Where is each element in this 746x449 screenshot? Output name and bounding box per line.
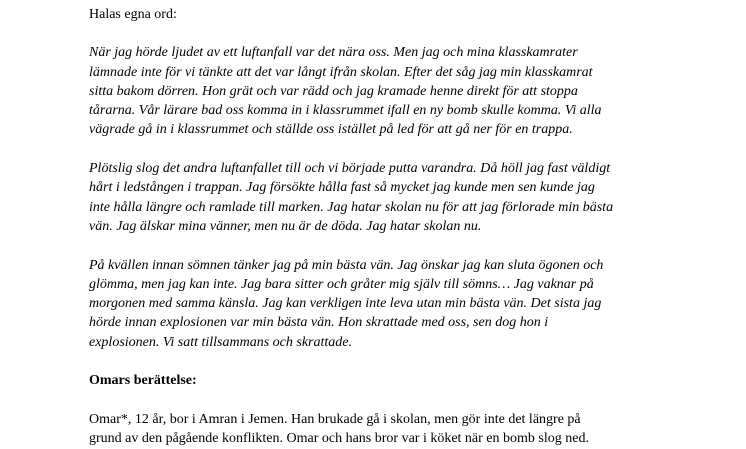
text-line: explosionen. Vi satt tillsammans och skrattade. bbox=[89, 334, 352, 350]
text-line: Omar*, 12 år, bor i Amran i Jemen. Han brukade gå i skolan, men gör inte det längre på bbox=[89, 411, 581, 427]
text-line: vägrade gå in i klassrummet och ställde oss istället på led för att gå ner för en trappa. bbox=[89, 122, 573, 138]
text-line: inte hålla längre och ramlade till marken. Jag hatar skolan nu för att jag förlorade min bästa bbox=[89, 199, 614, 215]
text-line: morgonen med samma känsla. Jag kan verkligen inte leva utan min bästa vän. Det sista jag bbox=[89, 296, 602, 312]
text-line: glömma, men jag kan inte. Jag bara sitter och gråter mig själv till sömns… Jag vaknar på bbox=[89, 276, 594, 292]
text-line: hårt i ledstången i trappan. Jag försökte hålla fast så mycket jag kunde men sen kunde jag bbox=[89, 180, 595, 196]
text-line: grund av den pågående konflikten. Omar och hans bror var i köket när en bomb slog ned. bbox=[89, 431, 589, 447]
text-line: hörde innan explosionen var min bästa vän. Hon skrattade med oss, sen dog hon i bbox=[89, 315, 549, 331]
text-line: tårarna. Vår lärare bad oss komma in i klassrummet ifall en ny bomb skulle komma. Vi alla bbox=[89, 103, 602, 119]
document-page bbox=[89, 5, 669, 449]
text-line: sitta bakom dörren. Hon grät och var rädd och jag kramade henne direkt för att stoppa bbox=[89, 83, 578, 99]
text-line: lämnade inte för vi tänkte att det var långt ifrån skolan. Efter det såg jag min klasskamrat bbox=[89, 64, 593, 80]
intro-text: Halas egna ord: bbox=[89, 7, 177, 22]
story-paragraph bbox=[89, 410, 669, 449]
text-line: Plötslig slog det andra luftanfallet till och vi började putta varandra. Då höll jag fast väldigt bbox=[89, 161, 611, 177]
quote-paragraph bbox=[89, 159, 669, 236]
section-heading: Omars berättelse: bbox=[89, 373, 197, 389]
text-line: På kvällen innan sömnen tänker jag på min bästa vän. Jag önskar jag kan sluta ögonen och bbox=[89, 257, 604, 273]
quote-paragraph bbox=[89, 43, 669, 139]
text-line: När jag hörde ljudet av ett luftanfall var det nära oss. Men jag och mina klasskamrater bbox=[89, 45, 578, 61]
text-line: vän. Jag älskar mina vänner, men nu är de döda. Jag hatar skolan nu. bbox=[89, 218, 482, 234]
quote-paragraph bbox=[89, 256, 669, 352]
